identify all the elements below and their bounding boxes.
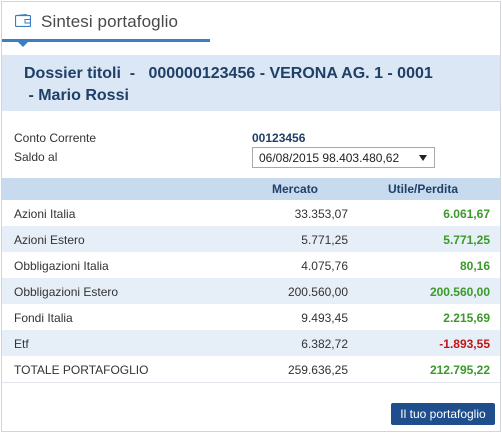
saldo-date-select[interactable]: [252, 147, 435, 168]
row-mercato-value: 6.382,72: [301, 337, 348, 351]
table-row: [2, 304, 500, 330]
header-underline: [2, 39, 210, 42]
conto-corrente-value: 00123456: [252, 131, 306, 145]
row-label: Etf: [14, 337, 29, 351]
widget-title: Sintesi portafoglio: [41, 12, 179, 31]
row-utile-value: 5.771,25: [443, 233, 490, 247]
row-label: Azioni Italia: [14, 207, 76, 221]
table-header: [2, 178, 500, 200]
row-label: Obbligazioni Estero: [14, 285, 119, 299]
row-mercato-value: 9.493,45: [301, 311, 348, 325]
row-label: TOTALE PORTAFOGLIO: [14, 363, 149, 377]
row-utile-value: 212.795,22: [429, 363, 490, 377]
row-utile-value: -1.893,55: [439, 337, 490, 351]
row-mercato-value: 5.771,25: [301, 233, 348, 247]
dropdown-arrow-icon: [419, 155, 427, 161]
dossier-owner: - Mario Rossi: [24, 87, 129, 104]
row-utile-value: 200.560,00: [429, 285, 490, 299]
column-header-mercato: Mercato: [272, 182, 319, 196]
row-mercato-value: 200.560,00: [287, 285, 348, 299]
dossier-banner: [2, 55, 500, 111]
dossier-title: Dossier titoli - 000000123456 - VERONA AG. 1 - 0001: [24, 65, 433, 82]
table-row: [2, 330, 500, 356]
table-bottom-divider: [2, 382, 500, 383]
row-mercato-value: 259.636,25: [287, 363, 348, 377]
saldo-selected-value: 06/08/2015 98.403.480,62: [259, 151, 400, 165]
portfolio-button[interactable]: Il tuo portafoglio: [391, 403, 495, 425]
header-notch: [16, 40, 30, 47]
row-utile-value: 80,16: [459, 259, 490, 273]
conto-corrente-label: Conto Corrente: [14, 131, 97, 145]
table-row: [2, 200, 500, 226]
widget-header: [2, 2, 500, 42]
row-utile-value: 6.061,67: [443, 207, 490, 221]
row-utile-value: 2.215,69: [443, 311, 490, 325]
saldo-label: Saldo al: [14, 150, 58, 164]
table-row: [2, 278, 500, 304]
table-row: [2, 252, 500, 278]
row-label: Azioni Estero: [14, 233, 85, 247]
row-label: Fondi Italia: [14, 311, 73, 325]
table-row-total: [2, 356, 500, 382]
row-label: Obbligazioni Italia: [14, 259, 109, 273]
column-header-utile-perdita: Utile/Perdita: [388, 182, 459, 196]
table-row: [2, 226, 500, 252]
portfolio-widget: [1, 1, 501, 432]
wallet-icon: [15, 14, 31, 27]
row-mercato-value: 4.075,76: [301, 259, 348, 273]
row-mercato-value: 33.353,07: [294, 207, 348, 221]
